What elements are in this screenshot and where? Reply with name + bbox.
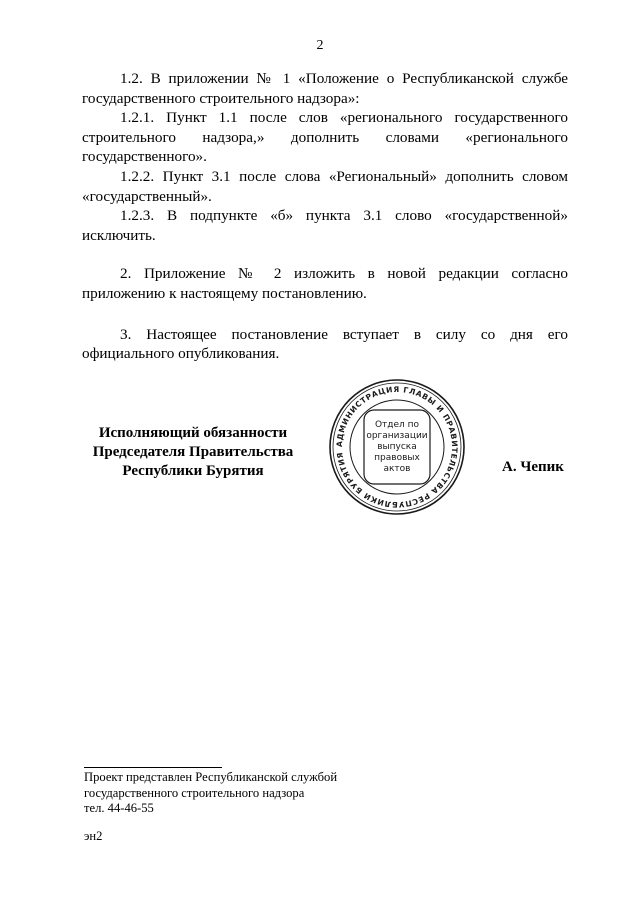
signatory-title-line-1: Исполняющий обязанности [98, 425, 288, 441]
stamp-line-3: выпуска [377, 442, 417, 452]
footer-line-2: государственного строительного надзора [84, 785, 305, 800]
footer-line-3: тел. 44-46-55 [84, 801, 154, 815]
official-stamp [327, 377, 467, 517]
paragraph-1-2: 1.2. В приложении № 1 «Положение о Республиканской службе государственного строительного надзора»: [82, 70, 568, 107]
document-code: эн2 [84, 829, 103, 843]
stamp-ring-text: АДМИНИСТРАЦИЯ ГЛАВЫ И ПРАВИТЕЛЬСТВА РЕСПУБЛИКИ БУРЯТИЯ [334, 384, 460, 510]
document-body [82, 69, 568, 364]
stamp-line-2: организации [366, 431, 428, 441]
footer-note [84, 767, 337, 817]
signatory-title-line-2: Председателя Правительства [92, 444, 294, 460]
stamp-line-5: актов [383, 464, 411, 474]
paragraph-2: 2. Приложение № 2 изложить в новой редакции согласно приложению к настоящему постановлению. [82, 265, 568, 302]
paragraph-3: 3. Настоящее постановление вступает в силу со дня его официального опубликования. [82, 325, 568, 363]
paragraph-1-2-3: 1.2.3. В подпункте «б» пункта 3.1 слово «государственной» исключить. [82, 207, 568, 244]
paragraph-1-2-1: 1.2.1. Пункт 1.1 после слов «регионального государственного строительного надзора,» дополнить словами «регионального государственного». [82, 109, 568, 166]
stamp-line-4: правовых [374, 453, 420, 463]
paragraph-1-2-2: 1.2.2. Пункт 3.1 после слова «Региональный» дополнить словом «государственный». [82, 167, 568, 205]
page-number: 2 [316, 38, 324, 53]
footer-rule [84, 767, 222, 768]
footer-line-1: Проект представлен Республиканской службой [84, 770, 338, 784]
signatory-title-line-3: Республики Бурятия [122, 463, 264, 479]
signatory-title [82, 424, 304, 481]
stamp-line-1: Отдел по [374, 420, 420, 430]
signatory-name: А. Чепик [502, 459, 564, 475]
